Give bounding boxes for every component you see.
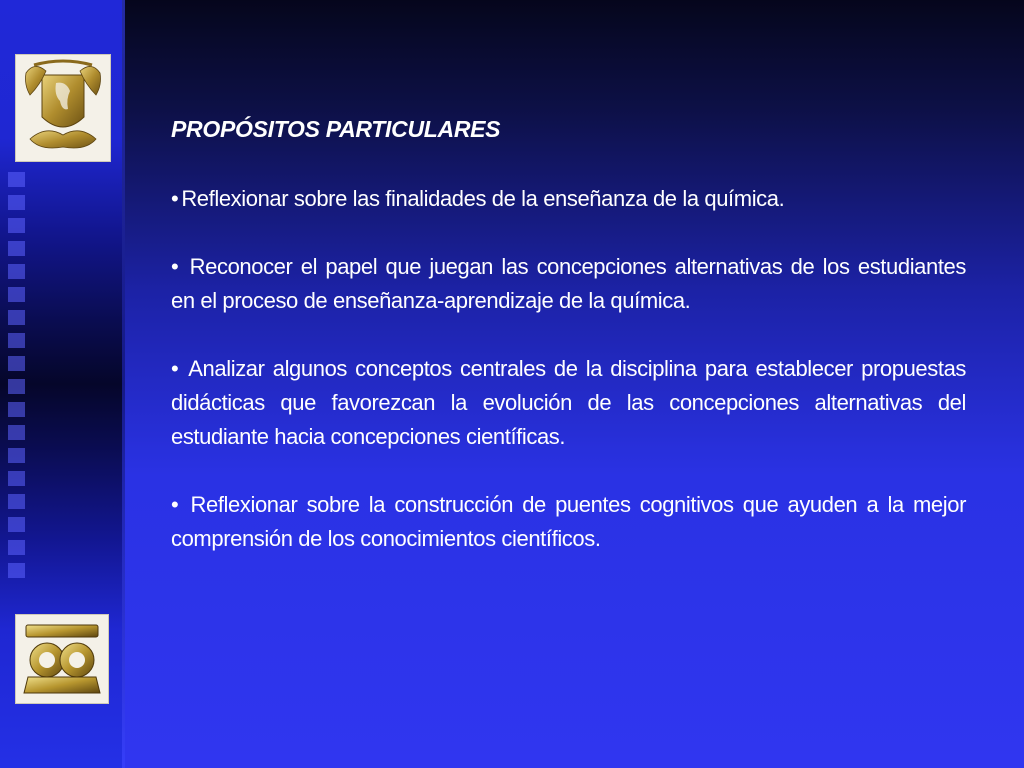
purpose-item	[171, 352, 966, 454]
purpose-text: Reconocer el papel que juegan las concepciones alternativas de los estudiantes en el proceso de enseñanza-aprendizaje de la química.	[171, 254, 966, 313]
purpose-item	[171, 182, 966, 216]
faculty-emblem-icon	[15, 614, 109, 704]
decorative-square	[8, 195, 25, 210]
purpose-text: Analizar algunos conceptos centrales de la disciplina para establecer propuestas didácticas que favorezcan la evolución de las concepciones alternativas del estudiante hacia concepciones científicas.	[171, 356, 967, 449]
purpose-item	[171, 250, 966, 318]
decorative-square	[8, 517, 25, 532]
decorative-square	[8, 172, 25, 187]
decorative-square	[8, 333, 25, 348]
decorative-square	[8, 540, 25, 555]
decorative-square	[8, 264, 25, 279]
band-edge-divider	[122, 0, 125, 768]
bullet-icon: •	[171, 186, 179, 211]
decorative-square	[8, 563, 25, 578]
decorative-square-column	[8, 172, 26, 586]
purpose-item	[171, 488, 966, 556]
decorative-square	[8, 471, 25, 486]
decorative-square	[8, 402, 25, 417]
decorative-square	[8, 356, 25, 371]
bullet-icon: •	[171, 254, 179, 279]
slide-heading: PROPÓSITOS PARTICULARES	[171, 116, 501, 142]
purpose-text: Reflexionar sobre las finalidades de la enseñanza de la química.	[181, 186, 785, 211]
decorative-square	[8, 425, 25, 440]
university-crest-icon	[15, 54, 111, 162]
decorative-square	[8, 218, 25, 233]
decorative-square	[8, 241, 25, 256]
decorative-square	[8, 287, 25, 302]
decorative-square	[8, 448, 25, 463]
decorative-square	[8, 379, 25, 394]
bullet-icon: •	[171, 356, 179, 381]
purpose-text: Reflexionar sobre la construcción de puentes cognitivos que ayuden a la mejor comprensión de los conocimientos científicos.	[171, 492, 966, 551]
slide-content	[171, 114, 966, 590]
decorative-square	[8, 494, 25, 509]
bullet-icon: •	[171, 492, 179, 517]
decorative-square	[8, 310, 25, 325]
